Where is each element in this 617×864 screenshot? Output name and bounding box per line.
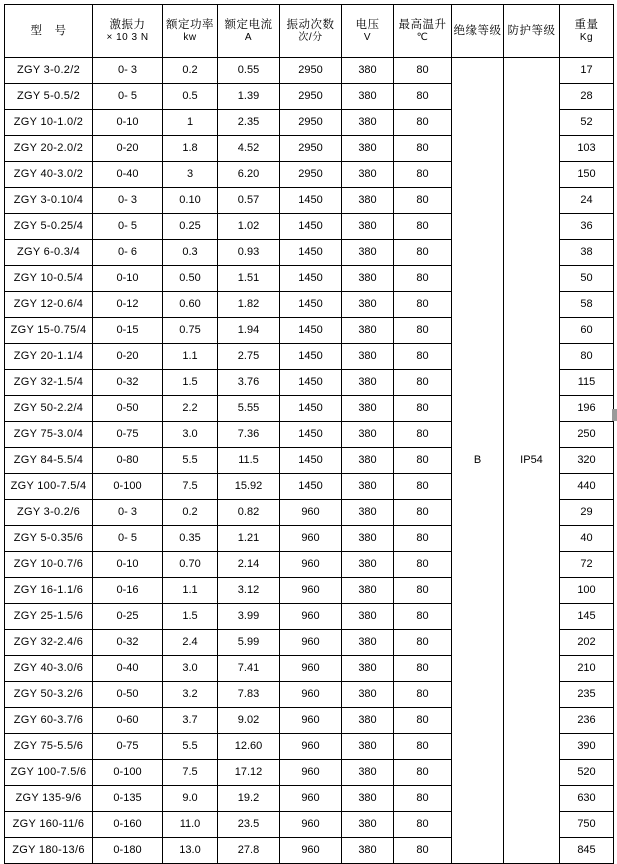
cell-exciting-force: 0- 5 <box>93 526 163 552</box>
cell-exciting-force: 0- 5 <box>93 214 163 240</box>
cell-rated-current: 0.55 <box>218 58 280 84</box>
column-header-max-temp-rise-sub: ℃ <box>416 31 429 43</box>
cell-weight: 390 <box>560 734 614 760</box>
cell-max-temp-rise: 80 <box>394 552 452 578</box>
cell-weight: 38 <box>560 240 614 266</box>
cell-model: ZGY 75-5.5/6 <box>5 734 93 760</box>
cell-max-temp-rise: 80 <box>394 292 452 318</box>
cell-model: ZGY 12-0.6/4 <box>5 292 93 318</box>
cell-exciting-force: 0-10 <box>93 266 163 292</box>
cell-model: ZGY 5-0.25/4 <box>5 214 93 240</box>
cell-exciting-force: 0- 6 <box>93 240 163 266</box>
cell-vibration-frequency: 960 <box>280 604 342 630</box>
cell-vibration-frequency: 960 <box>280 656 342 682</box>
cell-rated-power: 11.0 <box>163 812 218 838</box>
column-header-vibration-frequency-sub: 次/分 <box>298 31 323 43</box>
cell-model: ZGY 5-0.5/2 <box>5 84 93 110</box>
cell-model: ZGY 3-0.10/4 <box>5 188 93 214</box>
cell-model: ZGY 25-1.5/6 <box>5 604 93 630</box>
cell-rated-power: 0.3 <box>163 240 218 266</box>
cell-max-temp-rise: 80 <box>394 240 452 266</box>
cell-rated-power: 1.8 <box>163 136 218 162</box>
cell-exciting-force: 0-15 <box>93 318 163 344</box>
cell-rated-current: 0.93 <box>218 240 280 266</box>
cell-vibration-frequency: 960 <box>280 760 342 786</box>
page-edge-marker <box>612 409 617 421</box>
cell-exciting-force: 0-20 <box>93 344 163 370</box>
cell-rated-current: 9.02 <box>218 708 280 734</box>
cell-model: ZGY 100-7.5/6 <box>5 760 93 786</box>
cell-vibration-frequency: 1450 <box>280 240 342 266</box>
cell-exciting-force: 0-75 <box>93 422 163 448</box>
cell-rated-power: 1 <box>163 110 218 136</box>
cell-model: ZGY 75-3.0/4 <box>5 422 93 448</box>
cell-rated-current: 11.5 <box>218 448 280 474</box>
column-header-protection-class-main: 防护等级 <box>507 24 556 37</box>
cell-rated-current: 5.55 <box>218 396 280 422</box>
cell-vibration-frequency: 960 <box>280 812 342 838</box>
cell-vibration-frequency: 960 <box>280 838 342 864</box>
cell-weight: 235 <box>560 682 614 708</box>
cell-voltage: 380 <box>342 578 394 604</box>
cell-rated-current: 1.82 <box>218 292 280 318</box>
cell-max-temp-rise: 80 <box>394 344 452 370</box>
cell-max-temp-rise: 80 <box>394 110 452 136</box>
specification-table <box>4 4 614 864</box>
column-header-rated-current-main: 额定电流 <box>224 18 273 31</box>
cell-rated-current: 15.92 <box>218 474 280 500</box>
cell-voltage: 380 <box>342 760 394 786</box>
cell-rated-power: 3.0 <box>163 656 218 682</box>
cell-voltage: 380 <box>342 162 394 188</box>
cell-vibration-frequency: 1450 <box>280 214 342 240</box>
cell-rated-current: 3.12 <box>218 578 280 604</box>
cell-exciting-force: 0-12 <box>93 292 163 318</box>
cell-max-temp-rise: 80 <box>394 188 452 214</box>
cell-max-temp-rise: 80 <box>394 58 452 84</box>
cell-voltage: 380 <box>342 526 394 552</box>
cell-rated-current: 4.52 <box>218 136 280 162</box>
cell-rated-current: 1.94 <box>218 318 280 344</box>
cell-weight: 520 <box>560 760 614 786</box>
cell-model: ZGY 84-5.5/4 <box>5 448 93 474</box>
cell-rated-power: 3.2 <box>163 682 218 708</box>
cell-model: ZGY 50-2.2/4 <box>5 396 93 422</box>
cell-rated-power: 0.35 <box>163 526 218 552</box>
cell-weight: 320 <box>560 448 614 474</box>
cell-max-temp-rise: 80 <box>394 656 452 682</box>
cell-max-temp-rise: 80 <box>394 422 452 448</box>
column-header-rated-current <box>218 5 280 58</box>
cell-exciting-force: 0-135 <box>93 786 163 812</box>
cell-weight: 52 <box>560 110 614 136</box>
cell-weight: 630 <box>560 786 614 812</box>
cell-vibration-frequency: 1450 <box>280 292 342 318</box>
cell-model: ZGY 32-1.5/4 <box>5 370 93 396</box>
cell-exciting-force: 0-80 <box>93 448 163 474</box>
cell-exciting-force: 0-32 <box>93 370 163 396</box>
cell-vibration-frequency: 1450 <box>280 344 342 370</box>
cell-voltage: 380 <box>342 630 394 656</box>
cell-rated-current: 7.41 <box>218 656 280 682</box>
column-header-voltage-sub: V <box>363 31 372 43</box>
cell-vibration-frequency: 2950 <box>280 110 342 136</box>
cell-weight: 845 <box>560 838 614 864</box>
column-header-voltage <box>342 5 394 58</box>
cell-rated-power: 5.5 <box>163 448 218 474</box>
cell-model: ZGY 3-0.2/6 <box>5 500 93 526</box>
cell-model: ZGY 20-2.0/2 <box>5 136 93 162</box>
cell-model: ZGY 60-3.7/6 <box>5 708 93 734</box>
column-header-exciting-force-sub: × 10 3 N <box>106 31 149 43</box>
cell-rated-power: 0.50 <box>163 266 218 292</box>
cell-exciting-force: 0-40 <box>93 656 163 682</box>
cell-rated-power: 2.4 <box>163 630 218 656</box>
table-header-row <box>5 5 614 58</box>
cell-weight: 40 <box>560 526 614 552</box>
document-page <box>0 4 617 856</box>
column-header-rated-current-sub: A <box>244 31 253 43</box>
cell-voltage: 380 <box>342 84 394 110</box>
cell-rated-power: 7.5 <box>163 760 218 786</box>
cell-vibration-frequency: 2950 <box>280 84 342 110</box>
cell-rated-power: 0.10 <box>163 188 218 214</box>
cell-weight: 145 <box>560 604 614 630</box>
cell-max-temp-rise: 80 <box>394 734 452 760</box>
cell-max-temp-rise: 80 <box>394 214 452 240</box>
cell-max-temp-rise: 80 <box>394 474 452 500</box>
cell-exciting-force: 0- 3 <box>93 188 163 214</box>
cell-exciting-force: 0-32 <box>93 630 163 656</box>
cell-weight: 80 <box>560 344 614 370</box>
cell-vibration-frequency: 1450 <box>280 318 342 344</box>
column-header-weight-main: 重量 <box>574 18 599 31</box>
cell-max-temp-rise: 80 <box>394 370 452 396</box>
cell-weight: 115 <box>560 370 614 396</box>
cell-vibration-frequency: 960 <box>280 578 342 604</box>
cell-weight: 72 <box>560 552 614 578</box>
cell-voltage: 380 <box>342 812 394 838</box>
cell-model: ZGY 15-0.75/4 <box>5 318 93 344</box>
column-header-insulation-class-main: 绝缘等级 <box>453 24 502 37</box>
cell-model: ZGY 20-1.1/4 <box>5 344 93 370</box>
cell-rated-power: 5.5 <box>163 734 218 760</box>
cell-rated-current: 7.36 <box>218 422 280 448</box>
cell-vibration-frequency: 2950 <box>280 136 342 162</box>
cell-voltage: 380 <box>342 500 394 526</box>
cell-model: ZGY 135-9/6 <box>5 786 93 812</box>
cell-voltage: 380 <box>342 344 394 370</box>
cell-rated-current: 27.8 <box>218 838 280 864</box>
cell-rated-power: 13.0 <box>163 838 218 864</box>
cell-rated-current: 19.2 <box>218 786 280 812</box>
cell-exciting-force: 0-16 <box>93 578 163 604</box>
cell-voltage: 380 <box>342 656 394 682</box>
cell-voltage: 380 <box>342 292 394 318</box>
cell-rated-current: 3.76 <box>218 370 280 396</box>
cell-rated-power: 0.25 <box>163 214 218 240</box>
column-header-weight-sub: Kg <box>579 31 594 43</box>
column-header-rated-power-main: 额定功率 <box>166 18 214 31</box>
column-header-weight <box>560 5 614 58</box>
cell-max-temp-rise: 80 <box>394 136 452 162</box>
cell-voltage: 380 <box>342 682 394 708</box>
cell-rated-power: 0.60 <box>163 292 218 318</box>
cell-model: ZGY 3-0.2/2 <box>5 58 93 84</box>
cell-weight: 210 <box>560 656 614 682</box>
cell-max-temp-rise: 80 <box>394 162 452 188</box>
cell-voltage: 380 <box>342 786 394 812</box>
cell-max-temp-rise: 80 <box>394 396 452 422</box>
cell-weight: 150 <box>560 162 614 188</box>
cell-rated-current: 17.12 <box>218 760 280 786</box>
cell-rated-current: 3.99 <box>218 604 280 630</box>
cell-exciting-force: 0-100 <box>93 474 163 500</box>
cell-rated-current: 0.82 <box>218 500 280 526</box>
cell-rated-power: 1.5 <box>163 370 218 396</box>
cell-vibration-frequency: 1450 <box>280 422 342 448</box>
cell-max-temp-rise: 80 <box>394 84 452 110</box>
cell-vibration-frequency: 1450 <box>280 474 342 500</box>
column-header-voltage-main: 电压 <box>355 18 380 31</box>
cell-max-temp-rise: 80 <box>394 630 452 656</box>
cell-vibration-frequency: 960 <box>280 630 342 656</box>
cell-model: ZGY 16-1.1/6 <box>5 578 93 604</box>
cell-weight: 100 <box>560 578 614 604</box>
cell-weight: 28 <box>560 84 614 110</box>
column-header-exciting-force-main: 激振力 <box>109 18 146 31</box>
cell-vibration-frequency: 960 <box>280 786 342 812</box>
column-header-model <box>5 5 93 58</box>
cell-voltage: 380 <box>342 266 394 292</box>
cell-model: ZGY 40-3.0/6 <box>5 656 93 682</box>
cell-voltage: 380 <box>342 604 394 630</box>
cell-rated-current: 23.5 <box>218 812 280 838</box>
cell-vibration-frequency: 1450 <box>280 448 342 474</box>
cell-max-temp-rise: 80 <box>394 682 452 708</box>
cell-max-temp-rise: 80 <box>394 318 452 344</box>
cell-max-temp-rise: 80 <box>394 448 452 474</box>
cell-voltage: 380 <box>342 448 394 474</box>
cell-rated-power: 0.70 <box>163 552 218 578</box>
cell-rated-current: 2.75 <box>218 344 280 370</box>
cell-max-temp-rise: 80 <box>394 838 452 864</box>
cell-rated-power: 2.2 <box>163 396 218 422</box>
table-row <box>5 58 614 84</box>
cell-max-temp-rise: 80 <box>394 708 452 734</box>
cell-weight: 236 <box>560 708 614 734</box>
cell-max-temp-rise: 80 <box>394 604 452 630</box>
cell-exciting-force: 0- 5 <box>93 84 163 110</box>
cell-model: ZGY 6-0.3/4 <box>5 240 93 266</box>
cell-rated-current: 0.57 <box>218 188 280 214</box>
cell-exciting-force: 0-50 <box>93 396 163 422</box>
cell-weight: 17 <box>560 58 614 84</box>
cell-weight: 36 <box>560 214 614 240</box>
cell-vibration-frequency: 960 <box>280 734 342 760</box>
cell-max-temp-rise: 80 <box>394 760 452 786</box>
cell-max-temp-rise: 80 <box>394 500 452 526</box>
cell-rated-power: 3.0 <box>163 422 218 448</box>
cell-voltage: 380 <box>342 422 394 448</box>
cell-model: ZGY 160-11/6 <box>5 812 93 838</box>
cell-weight: 29 <box>560 500 614 526</box>
cell-weight: 103 <box>560 136 614 162</box>
cell-rated-current: 12.60 <box>218 734 280 760</box>
cell-voltage: 380 <box>342 708 394 734</box>
cell-model: ZGY 40-3.0/2 <box>5 162 93 188</box>
cell-rated-power: 7.5 <box>163 474 218 500</box>
cell-rated-power: 3.7 <box>163 708 218 734</box>
cell-model: ZGY 10-0.7/6 <box>5 552 93 578</box>
table-header <box>5 5 614 58</box>
column-header-protection-class <box>504 5 560 58</box>
cell-vibration-frequency: 960 <box>280 552 342 578</box>
cell-rated-power: 1.1 <box>163 344 218 370</box>
cell-voltage: 380 <box>342 838 394 864</box>
cell-rated-current: 2.35 <box>218 110 280 136</box>
cell-vibration-frequency: 960 <box>280 526 342 552</box>
cell-model: ZGY 10-0.5/4 <box>5 266 93 292</box>
cell-vibration-frequency: 960 <box>280 708 342 734</box>
cell-vibration-frequency: 1450 <box>280 188 342 214</box>
cell-vibration-frequency: 2950 <box>280 58 342 84</box>
column-header-rated-power-sub: kw <box>183 31 197 43</box>
column-header-max-temp-rise <box>394 5 452 58</box>
cell-model: ZGY 180-13/6 <box>5 838 93 864</box>
cell-max-temp-rise: 80 <box>394 578 452 604</box>
cell-max-temp-rise: 80 <box>394 526 452 552</box>
cell-exciting-force: 0-10 <box>93 110 163 136</box>
cell-voltage: 380 <box>342 58 394 84</box>
cell-weight: 196 <box>560 396 614 422</box>
cell-vibration-frequency: 1450 <box>280 370 342 396</box>
column-header-model-main: 型 号 <box>30 24 67 37</box>
column-header-vibration-frequency-main: 振动次数 <box>286 18 335 31</box>
cell-voltage: 380 <box>342 396 394 422</box>
cell-voltage: 380 <box>342 552 394 578</box>
column-header-max-temp-rise-main: 最高温升 <box>398 18 447 31</box>
cell-rated-power: 3 <box>163 162 218 188</box>
column-header-rated-power <box>163 5 218 58</box>
cell-rated-current: 7.83 <box>218 682 280 708</box>
cell-exciting-force: 0-75 <box>93 734 163 760</box>
cell-vibration-frequency: 2950 <box>280 162 342 188</box>
cell-exciting-force: 0- 3 <box>93 500 163 526</box>
cell-model: ZGY 10-1.0/2 <box>5 110 93 136</box>
cell-exciting-force: 0-60 <box>93 708 163 734</box>
cell-rated-current: 6.20 <box>218 162 280 188</box>
cell-voltage: 380 <box>342 214 394 240</box>
cell-rated-current: 1.21 <box>218 526 280 552</box>
cell-voltage: 380 <box>342 318 394 344</box>
column-header-insulation-class <box>452 5 504 58</box>
cell-rated-power: 0.2 <box>163 500 218 526</box>
cell-protection-class: IP54 <box>504 58 560 864</box>
cell-voltage: 380 <box>342 110 394 136</box>
cell-voltage: 380 <box>342 240 394 266</box>
cell-exciting-force: 0-180 <box>93 838 163 864</box>
cell-rated-power: 0.2 <box>163 58 218 84</box>
cell-exciting-force: 0-160 <box>93 812 163 838</box>
cell-rated-power: 0.5 <box>163 84 218 110</box>
cell-model: ZGY 100-7.5/4 <box>5 474 93 500</box>
cell-voltage: 380 <box>342 734 394 760</box>
cell-exciting-force: 0- 3 <box>93 58 163 84</box>
table-body <box>5 58 614 864</box>
cell-rated-power: 9.0 <box>163 786 218 812</box>
cell-exciting-force: 0-100 <box>93 760 163 786</box>
cell-rated-current: 1.51 <box>218 266 280 292</box>
cell-weight: 202 <box>560 630 614 656</box>
cell-weight: 60 <box>560 318 614 344</box>
column-header-vibration-frequency <box>280 5 342 58</box>
cell-rated-current: 1.39 <box>218 84 280 110</box>
cell-weight: 24 <box>560 188 614 214</box>
cell-insulation-class: B <box>452 58 504 864</box>
cell-weight: 750 <box>560 812 614 838</box>
cell-voltage: 380 <box>342 136 394 162</box>
cell-max-temp-rise: 80 <box>394 266 452 292</box>
cell-vibration-frequency: 960 <box>280 500 342 526</box>
cell-rated-current: 2.14 <box>218 552 280 578</box>
cell-rated-power: 1.5 <box>163 604 218 630</box>
cell-voltage: 380 <box>342 188 394 214</box>
cell-exciting-force: 0-10 <box>93 552 163 578</box>
cell-exciting-force: 0-50 <box>93 682 163 708</box>
cell-voltage: 380 <box>342 370 394 396</box>
cell-model: ZGY 5-0.35/6 <box>5 526 93 552</box>
cell-model: ZGY 32-2.4/6 <box>5 630 93 656</box>
cell-vibration-frequency: 1450 <box>280 396 342 422</box>
cell-exciting-force: 0-40 <box>93 162 163 188</box>
cell-vibration-frequency: 960 <box>280 682 342 708</box>
cell-weight: 250 <box>560 422 614 448</box>
cell-max-temp-rise: 80 <box>394 812 452 838</box>
cell-weight: 58 <box>560 292 614 318</box>
cell-exciting-force: 0-25 <box>93 604 163 630</box>
cell-rated-current: 1.02 <box>218 214 280 240</box>
cell-vibration-frequency: 1450 <box>280 266 342 292</box>
column-header-exciting-force <box>93 5 163 58</box>
cell-rated-power: 0.75 <box>163 318 218 344</box>
cell-max-temp-rise: 80 <box>394 786 452 812</box>
cell-weight: 440 <box>560 474 614 500</box>
cell-rated-current: 5.99 <box>218 630 280 656</box>
cell-exciting-force: 0-20 <box>93 136 163 162</box>
cell-voltage: 380 <box>342 474 394 500</box>
cell-rated-power: 1.1 <box>163 578 218 604</box>
cell-model: ZGY 50-3.2/6 <box>5 682 93 708</box>
cell-weight: 50 <box>560 266 614 292</box>
